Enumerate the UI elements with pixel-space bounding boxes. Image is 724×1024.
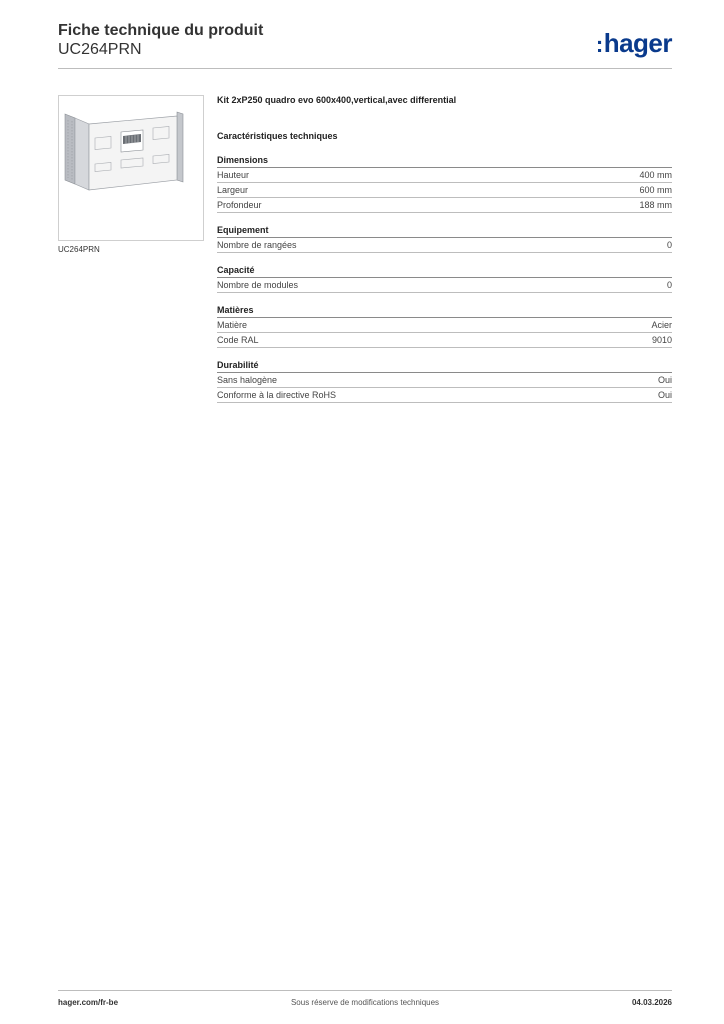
spec-value: Oui [657,375,672,385]
group-matieres [217,305,672,348]
spec-value: 400 mm [639,170,672,180]
spec-value: 600 mm [639,185,672,195]
spec-label: Nombre de modules [217,280,299,290]
product-image [58,95,204,241]
footer-date: 04.03.2026 [631,998,672,1007]
spec-value: 9010 [651,335,672,345]
spec-label: Profondeur [217,200,262,210]
group-dimensions [217,155,672,213]
page-header [58,22,672,70]
footer-notice: Sous réserve de modifications techniques [290,998,440,1007]
image-caption: UC264PRN [58,245,100,254]
group-title: Capacité [217,265,672,278]
spec-value: Acier [651,320,672,330]
spec-label: Hauteur [217,170,250,180]
spec-value: 0 [666,240,672,250]
spec-value: 0 [666,280,672,290]
spec-row [217,373,672,388]
technical-content [217,95,672,415]
group-title: Equipement [217,225,672,238]
hager-logo [596,28,672,59]
spec-label: Sans halogène [217,375,278,385]
spec-label: Conforme à la directive RoHS [217,390,337,400]
footer-divider [58,990,672,991]
spec-row [217,198,672,213]
spec-label: Matière [217,320,248,330]
logo-text: hager [603,28,672,58]
group-capacite [217,265,672,293]
spec-row [217,333,672,348]
spec-row [217,388,672,403]
spec-label: Nombre de rangées [217,240,297,250]
group-title: Durabilité [217,360,672,373]
product-description: Kit 2xP250 quadro evo 600x400,vertical,avec differential [217,95,457,105]
spec-value: 188 mm [639,200,672,210]
logo-dots-icon: : [595,32,603,57]
group-equipement [217,225,672,253]
spec-row [217,183,672,198]
spec-row [217,238,672,253]
group-title: Matières [217,305,672,318]
group-title: Dimensions [217,155,672,168]
group-durabilite [217,360,672,403]
header-divider [58,68,672,69]
enclosure-kit-illustration [59,96,203,240]
spec-label: Code RAL [217,335,259,345]
section-title: Caractéristiques techniques [217,131,338,141]
spec-row [217,318,672,333]
spec-row [217,168,672,183]
footer-website-link[interactable]: hager.com/fr-be [58,998,119,1007]
spec-value: Oui [657,390,672,400]
product-reference: UC264PRN [58,41,142,58]
spec-row [217,278,672,293]
document-title: Fiche technique du produit [58,22,264,39]
spec-label: Largeur [217,185,249,195]
